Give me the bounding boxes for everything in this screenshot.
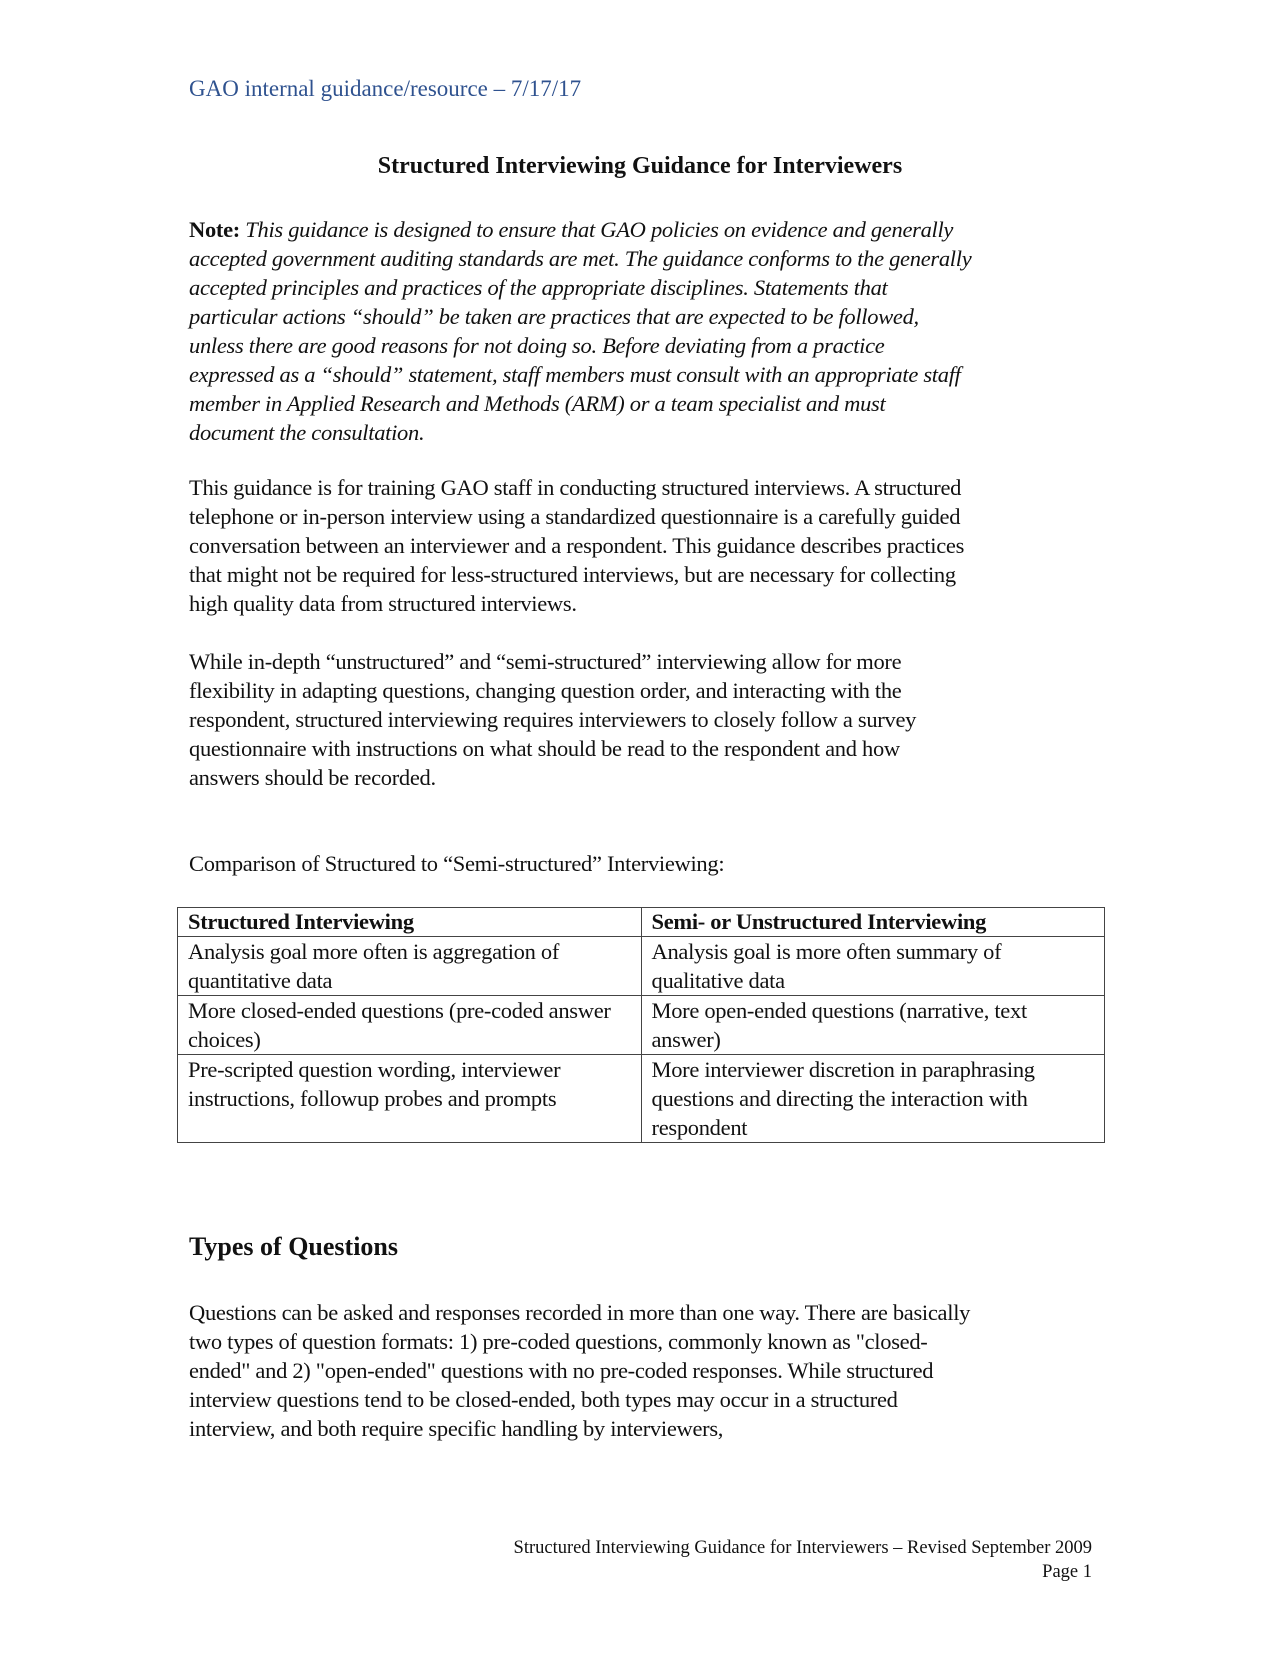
text-line: answers should be recorded. [189,765,436,790]
text-line: high quality data from structured interviews. [189,591,577,616]
question-types-paragraph [189,1298,1109,1443]
text-line: accepted government auditing standards are met. The guidance conforms to the generally [189,246,972,271]
text-line: While in-depth “unstructured” and “semi-structured” interviewing allow for more [189,649,902,674]
intro-paragraph [189,473,1109,618]
table-cell: Analysis goal is more often summary of qualitative data [641,937,1105,996]
note-text: This guidance is designed to ensure that GAO policies on evidence and generally [239,217,954,242]
section-heading: Types of Questions [189,1232,398,1261]
text-line: ended" and 2) "open-ended" questions with no pre-coded responses. While structured [189,1358,934,1383]
text-line: document the consultation. [189,420,425,445]
text-line: unless there are good reasons for not doing so. Before deviating from a practice [189,333,885,358]
text-line: particular actions “should” be taken are practices that are expected to be followed, [189,304,919,329]
table-row [178,996,1105,1055]
text-line: respondent, structured interviewing requires interviewers to closely follow a survey [189,707,917,732]
comparison-table [177,907,1105,1143]
table-row [178,937,1105,996]
table-cell: More open-ended questions (narrative, text answer) [641,996,1105,1055]
table-cell: More interviewer discretion in paraphrasing questions and directing the interaction with respondent [641,1055,1105,1143]
comparison-paragraph [189,647,1109,792]
note-paragraph [189,215,1109,447]
document-title: Structured Interviewing Guidance for Interviewers [377,153,903,179]
note-label: Note: [189,217,240,242]
page-footer [514,1536,1092,1584]
table-header: Semi- or Unstructured Interviewing [641,908,1105,937]
page-header: GAO internal guidance/resource – 7/17/17 [189,76,582,101]
footer-text: Structured Interviewing Guidance for Interviewers – Revised September 2009 [513,1538,1092,1558]
text-line: expressed as a “should” statement, staff members must consult with an appropriate staff [189,362,961,387]
text-line: This guidance is for training GAO staff in conducting structured interviews. A structured [189,475,962,500]
text-line [189,215,1109,244]
table-cell: Pre-scripted question wording, interviewer instructions, followup probes and prompts [178,1055,642,1143]
text-line: questionnaire with instructions on what should be read to the respondent and how [189,736,900,761]
text-line: interview, and both require specific handling by interviewers, [189,1416,724,1441]
page-number: Page 1 [1042,1562,1092,1582]
comparison-caption: Comparison of Structured to “Semi-structured” Interviewing: [189,851,725,876]
text-line: member in Applied Research and Methods (ARM) or a team specialist and must [189,391,886,416]
text-line: two types of question formats: 1) pre-coded questions, commonly known as "closed- [189,1329,928,1354]
text-line: conversation between an interviewer and a respondent. This guidance describes practices [189,533,965,558]
text-line: Questions can be asked and responses recorded in more than one way. There are basically [189,1300,971,1325]
table-cell: Analysis goal more often is aggregation of quantitative data [178,937,642,996]
table-cell: More closed-ended questions (pre-coded answer choices) [178,996,642,1055]
text-line: telephone or in-person interview using a standardized questionnaire is a carefully guided [189,504,961,529]
table-row [178,1055,1105,1143]
table-header: Structured Interviewing [178,908,642,937]
text-line: flexibility in adapting questions, changing question order, and interacting with the [189,678,902,703]
text-line: accepted principles and practices of the appropriate disciplines. Statements that [189,275,888,300]
text-line: interview questions tend to be closed-ended, both types may occur in a structured [189,1387,898,1412]
text-line: that might not be required for less-structured interviews, but are necessary for collecting [189,562,956,587]
